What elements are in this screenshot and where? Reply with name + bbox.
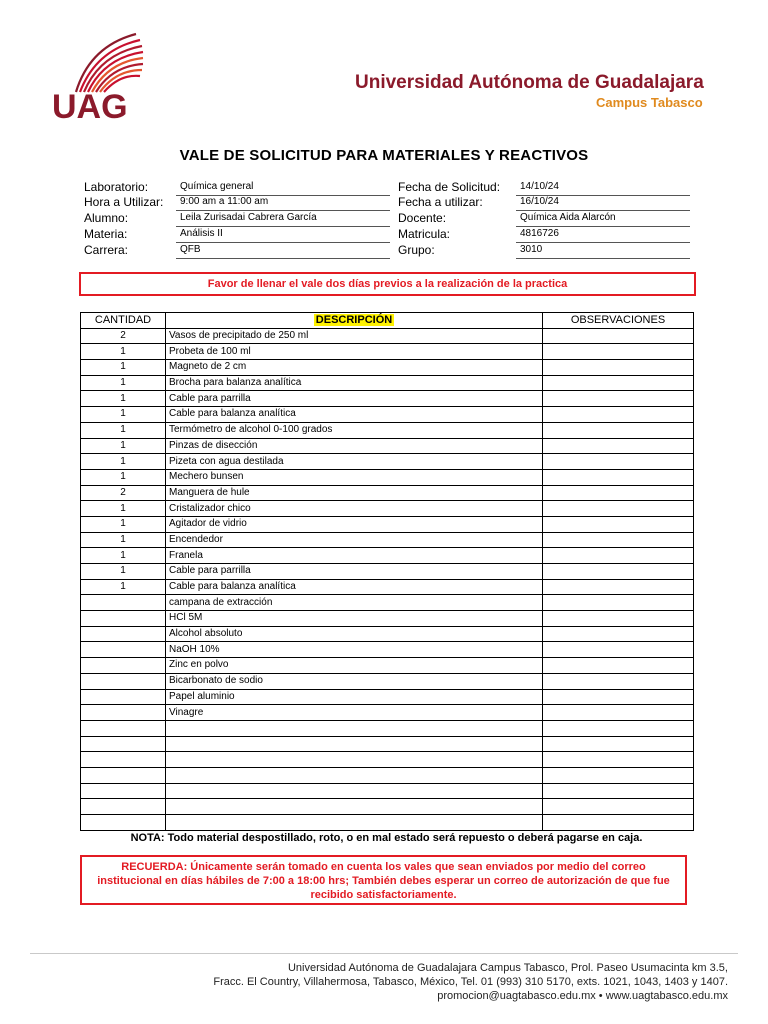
cell-observaciones[interactable] xyxy=(543,469,694,485)
label-laboratorio: Laboratorio: xyxy=(84,180,149,194)
field-fecha-solicitud[interactable]: 14/10/24 xyxy=(516,180,690,196)
cell-observaciones[interactable] xyxy=(543,705,694,721)
table-row xyxy=(81,485,694,501)
cell-observaciones[interactable] xyxy=(543,752,694,768)
cell-descripcion[interactable]: Papel aluminio xyxy=(166,689,543,705)
cell-observaciones[interactable] xyxy=(543,595,694,611)
cell-observaciones[interactable] xyxy=(543,516,694,532)
cell-observaciones[interactable] xyxy=(543,344,694,360)
cell-observaciones[interactable] xyxy=(543,673,694,689)
cell-observaciones[interactable] xyxy=(543,736,694,752)
cell-observaciones[interactable] xyxy=(543,658,694,674)
cell-descripcion[interactable]: Brocha para balanza analítica xyxy=(166,375,543,391)
cell-observaciones[interactable] xyxy=(543,720,694,736)
cell-observaciones[interactable] xyxy=(543,438,694,454)
cell-cantidad[interactable] xyxy=(81,642,166,658)
cell-observaciones[interactable] xyxy=(543,501,694,517)
cell-cantidad[interactable] xyxy=(81,673,166,689)
cell-observaciones[interactable] xyxy=(543,407,694,423)
table-row xyxy=(81,344,694,360)
field-fecha-utilizar[interactable]: 16/10/24 xyxy=(516,195,690,211)
cell-cantidad[interactable]: 1 xyxy=(81,516,166,532)
table-row xyxy=(81,454,694,470)
table-row xyxy=(81,407,694,423)
header-cantidad: CANTIDAD xyxy=(81,313,166,329)
cell-cantidad[interactable] xyxy=(81,595,166,611)
cell-descripcion[interactable] xyxy=(166,752,543,768)
cell-descripcion[interactable]: Pinzas de disección xyxy=(166,438,543,454)
cell-descripcion[interactable] xyxy=(166,815,543,831)
cell-descripcion[interactable]: Alcohol absoluto xyxy=(166,626,543,642)
materials-table-body xyxy=(81,328,694,830)
cell-observaciones[interactable] xyxy=(543,485,694,501)
label-carrera: Carrera: xyxy=(84,243,129,257)
cell-cantidad[interactable] xyxy=(81,736,166,752)
table-row xyxy=(81,360,694,376)
cell-cantidad[interactable]: 1 xyxy=(81,454,166,470)
table-row xyxy=(81,328,694,344)
table-row xyxy=(81,611,694,627)
table-row xyxy=(81,658,694,674)
cell-observaciones[interactable] xyxy=(543,564,694,580)
cell-descripcion[interactable]: Vinagre xyxy=(166,705,543,721)
header-observaciones: OBSERVACIONES xyxy=(543,313,694,329)
table-row xyxy=(81,642,694,658)
table-row xyxy=(81,501,694,517)
cell-descripcion[interactable]: Zinc en polvo xyxy=(166,658,543,674)
cell-cantidad[interactable]: 1 xyxy=(81,375,166,391)
field-carrera[interactable]: QFB xyxy=(176,243,390,259)
field-hora[interactable]: 9:00 am a 11:00 am xyxy=(176,195,390,211)
field-docente[interactable]: Química Aida Alarcón xyxy=(516,211,690,227)
cell-cantidad[interactable]: 2 xyxy=(81,485,166,501)
table-row xyxy=(81,689,694,705)
cell-descripcion[interactable]: Encendedor xyxy=(166,532,543,548)
table-row xyxy=(81,422,694,438)
footer-line-2: Fracc. El Country, Villahermosa, Tabasco, México, Tel. 01 (993) 310 5170, exts. 1021, 1043, 1403 y 1407. xyxy=(213,976,728,988)
table-row xyxy=(81,595,694,611)
table-row xyxy=(81,720,694,736)
cell-observaciones[interactable] xyxy=(543,532,694,548)
cell-descripcion[interactable]: Bicarbonato de sodio xyxy=(166,673,543,689)
cell-observaciones[interactable] xyxy=(543,375,694,391)
cell-observaciones[interactable] xyxy=(543,783,694,799)
cell-observaciones[interactable] xyxy=(543,815,694,831)
table-row xyxy=(81,815,694,831)
table-row xyxy=(81,705,694,721)
fill-notice: Favor de llenar el vale dos días previos a la realización de la practica xyxy=(79,272,696,296)
cell-cantidad[interactable] xyxy=(81,767,166,783)
table-row xyxy=(81,673,694,689)
cell-descripcion[interactable]: Magneto de 2 cm xyxy=(166,360,543,376)
cell-cantidad[interactable]: 1 xyxy=(81,391,166,407)
label-fecha-solicitud: Fecha de Solicitud: xyxy=(398,180,501,194)
cell-descripcion[interactable]: campana de extracción xyxy=(166,595,543,611)
uag-logo-graphic xyxy=(48,20,158,130)
cell-descripcion[interactable]: Franela xyxy=(166,548,543,564)
cell-descripcion[interactable]: Cristalizador chico xyxy=(166,501,543,517)
table-row xyxy=(81,516,694,532)
cell-observaciones[interactable] xyxy=(543,579,694,595)
cell-cantidad[interactable] xyxy=(81,658,166,674)
cell-descripcion[interactable]: NaOH 10% xyxy=(166,642,543,658)
table-row xyxy=(81,767,694,783)
campus-name: Campus Tabasco xyxy=(596,95,703,110)
cell-cantidad[interactable]: 1 xyxy=(81,422,166,438)
cell-descripcion[interactable] xyxy=(166,767,543,783)
cell-observaciones[interactable] xyxy=(543,391,694,407)
cell-observaciones[interactable] xyxy=(543,422,694,438)
cell-descripcion[interactable]: Agitador de vidrio xyxy=(166,516,543,532)
table-row xyxy=(81,752,694,768)
table-row xyxy=(81,532,694,548)
cell-descripcion[interactable]: Probeta de 100 ml xyxy=(166,344,543,360)
cell-cantidad[interactable]: 1 xyxy=(81,344,166,360)
cell-descripcion[interactable]: Mechero bunsen xyxy=(166,469,543,485)
field-laboratorio[interactable]: Química general xyxy=(176,180,390,196)
field-materia[interactable]: Análisis II xyxy=(176,227,390,243)
logo-text: UAG xyxy=(52,88,128,126)
table-row xyxy=(81,736,694,752)
table-row xyxy=(81,783,694,799)
cell-observaciones[interactable] xyxy=(543,360,694,376)
label-materia: Materia: xyxy=(84,227,128,241)
cell-cantidad[interactable] xyxy=(81,705,166,721)
cell-observaciones[interactable] xyxy=(543,767,694,783)
header-descripcion-text: DESCRIPCIÓN xyxy=(315,314,393,327)
cell-cantidad[interactable]: 1 xyxy=(81,501,166,517)
cell-observaciones[interactable] xyxy=(543,454,694,470)
cell-descripcion[interactable]: Cable para balanza analítica xyxy=(166,407,543,423)
cell-observaciones[interactable] xyxy=(543,642,694,658)
table-row xyxy=(81,799,694,815)
table-row xyxy=(81,548,694,564)
label-matricula: Matricula: xyxy=(398,227,451,241)
cell-cantidad[interactable]: 1 xyxy=(81,469,166,485)
cell-cantidad[interactable] xyxy=(81,815,166,831)
cell-cantidad[interactable] xyxy=(81,611,166,627)
footer-divider xyxy=(30,953,738,954)
cell-descripcion[interactable]: Termómetro de alcohol 0-100 grados xyxy=(166,422,543,438)
cell-cantidad[interactable] xyxy=(81,799,166,815)
field-grupo[interactable]: 3010 xyxy=(516,243,690,259)
cell-observaciones[interactable] xyxy=(543,548,694,564)
cell-descripcion[interactable] xyxy=(166,736,543,752)
header-descripcion xyxy=(166,313,543,329)
table-row xyxy=(81,375,694,391)
field-matricula[interactable]: 4816726 xyxy=(516,227,690,243)
cell-cantidad[interactable] xyxy=(81,626,166,642)
cell-cantidad[interactable] xyxy=(81,689,166,705)
cell-descripcion[interactable] xyxy=(166,783,543,799)
document-title: VALE DE SOLICITUD PARA MATERIALES Y REACTIVOS xyxy=(179,147,589,164)
footer-line-3: promocion@uagtabasco.edu.mx • www.uagtabasco.edu.mx xyxy=(437,990,728,1002)
cell-observaciones[interactable] xyxy=(543,689,694,705)
cell-descripcion[interactable]: Manguera de hule xyxy=(166,485,543,501)
cell-descripcion[interactable]: HCl 5M xyxy=(166,611,543,627)
cell-cantidad[interactable]: 1 xyxy=(81,438,166,454)
label-grupo: Grupo: xyxy=(398,243,435,257)
footer-line-1: Universidad Autónoma de Guadalajara Campus Tabasco, Prol. Paseo Usumacinta km 3.5, xyxy=(287,962,728,974)
cell-cantidad[interactable]: 1 xyxy=(81,564,166,580)
materials-table xyxy=(80,312,694,831)
label-docente: Docente: xyxy=(398,211,447,225)
cell-descripcion[interactable] xyxy=(166,799,543,815)
cell-descripcion[interactable]: Cable para parrilla xyxy=(166,391,543,407)
table-row xyxy=(81,579,694,595)
table-row xyxy=(81,438,694,454)
cell-descripcion[interactable]: Cable para parrilla xyxy=(166,564,543,580)
recuerda-box: RECUERDA: Únicamente serán tomado en cuenta los vales que sean enviados por medio del correo institucional en días hábiles de 7:00 a 18:00 hrs; También debes esperar un correo de autorización de que fue recibido satisfactoriamente. xyxy=(80,855,687,905)
university-name: Universidad Autónoma de Guadalajara xyxy=(355,72,704,93)
table-row xyxy=(81,391,694,407)
cell-descripcion[interactable]: Pizeta con agua destilada xyxy=(166,454,543,470)
cell-descripcion[interactable]: Cable para balanza analítica xyxy=(166,579,543,595)
table-row xyxy=(81,626,694,642)
field-alumno[interactable]: Leila Zurisadai Cabrera García xyxy=(176,211,390,227)
cell-observaciones[interactable] xyxy=(543,799,694,815)
cell-cantidad[interactable] xyxy=(81,752,166,768)
label-fecha-utilizar: Fecha a utilizar: xyxy=(398,195,483,209)
cell-observaciones[interactable] xyxy=(543,328,694,344)
cell-cantidad[interactable]: 1 xyxy=(81,579,166,595)
table-row xyxy=(81,469,694,485)
cell-cantidad[interactable]: 2 xyxy=(81,328,166,344)
table-header-row xyxy=(81,313,694,329)
cell-cantidad[interactable] xyxy=(81,720,166,736)
uag-logo xyxy=(48,20,158,130)
table-row xyxy=(81,564,694,580)
cell-descripcion[interactable] xyxy=(166,720,543,736)
cell-cantidad[interactable]: 1 xyxy=(81,548,166,564)
cell-cantidad[interactable]: 1 xyxy=(81,360,166,376)
cell-observaciones[interactable] xyxy=(543,611,694,627)
cell-observaciones[interactable] xyxy=(543,626,694,642)
cell-cantidad[interactable]: 1 xyxy=(81,532,166,548)
nota-text: NOTA: Todo material despostillado, roto, o en mal estado será repuesto o deberá pagarse en caja. xyxy=(130,832,643,844)
cell-descripcion[interactable]: Vasos de precipitado de 250 ml xyxy=(166,328,543,344)
cell-cantidad[interactable]: 1 xyxy=(81,407,166,423)
cell-cantidad[interactable] xyxy=(81,783,166,799)
label-hora: Hora a Utilizar: xyxy=(84,195,164,209)
label-alumno: Alumno: xyxy=(84,211,129,225)
